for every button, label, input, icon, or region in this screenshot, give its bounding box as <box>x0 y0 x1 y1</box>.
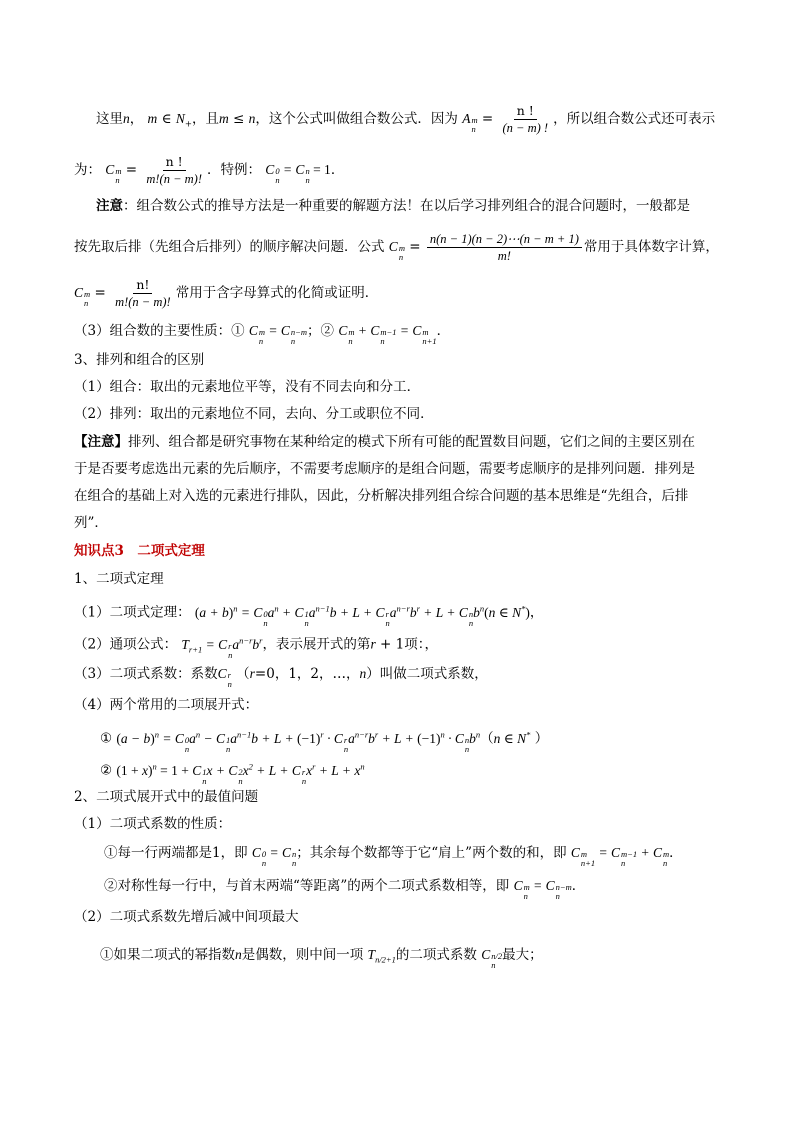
text-line: 在组合的基础上对入选的元素进行排队，因此，分析解决排列组合综合问题的基本思维是“先组合，后排 <box>74 488 689 504</box>
formula: A m n <box>462 111 478 134</box>
text-line: ②对称性每一行中，与首末两端“等距离”的两个二项式系数相等，即 C m n = C n−m n ． <box>104 878 586 901</box>
text-line: 这里n， m ∈ $N_+$，且m ≤ n，这个公式叫做组合数公式．因为 A m n = $\frac{n !}{(n - m) !}$ ，所以组合数公式还可表示 <box>96 103 716 135</box>
formula: m <box>147 111 158 126</box>
fraction: $\frac{n !}{(n - m) !}$ <box>502 103 549 135</box>
section-heading: 2、二项式展开式中的最值问题 <box>74 789 259 805</box>
text-line: 于是否要考虑选出元素的先后顺序，不需要考虑顺序的是组合问题，需要考虑顺序的是排列问题．排列是 <box>74 461 695 477</box>
text-line: （1）二项式系数的性质： <box>74 816 232 832</box>
text-line: （2）排列：取出的元素地位不同，去向、分工或职位不同． <box>74 406 434 422</box>
text-line: 注意：组合数公式的推导方法是一种重要的解题方法！在以后学习排列组合的混合问题时，一般都是 <box>96 198 690 214</box>
formula: C n/2 n <box>481 947 503 970</box>
text-line: （1）组合：取出的元素地位平等，没有不同去向和分工． <box>74 379 421 395</box>
text-line: （2）二项式系数先增后减中间项最大 <box>74 909 299 925</box>
formula: C m n <box>105 162 122 185</box>
fraction: $\frac{n(n - 1)(n - 2)\cdots(n - m + 1)}{m!}$ <box>427 231 582 264</box>
formula: C 0 n = C n n <box>251 845 297 868</box>
formula: C m n = C n−m n <box>248 323 308 346</box>
text-line: 【注意】排列、组合都是研究事物在某种给定的模式下所有可能的配置数目问题，它们之间的主要区别在 <box>74 434 695 450</box>
text-line: （2）通项公式： $T_{r+1} = C$ r n $a^{n-r}b^r$，表示展开式的第r + 1项：， <box>74 635 438 660</box>
formula: $T_{n/2+1}$ <box>367 947 396 965</box>
formula-line: ① $(a - b)^n = C$ 0 n $a^n - C$ 1 n $a^{n-1}b + L + (-1)^r \cdot C$ r n $a^{n-r}b^r + L + (-1)^n \cdot C$ n n $b^n(n$ ∈ N* ） <box>100 729 549 754</box>
formula: $(a + b)^n = C$ 0 n $a^n + C$ 1 n $a^{n-1}b + L + C$ r n $a^{n-r}b^r + L + C$ n n $b^n(n$ ∈ N*) <box>194 603 530 628</box>
text-line: C m n = $\frac{n!}{m!(n - m)!}$ 常用于含字母算式的化简或证明． <box>74 277 379 309</box>
text-line: （1）二项式定理： $(a + b)^n = C$ 0 n $a^n + C$ 1 n $a^{n-1}b + L + C$ r n $a^{n-r}b^r + L + C$ n n $b^n(n$ ∈ N*)， <box>74 603 544 628</box>
formula-line: ② $(1 + x)^n = 1 + C$ 1 n x + C 2 n $x^2 + L + C$ r n $x^r + L + x^n$ <box>100 761 365 786</box>
formula: m <box>219 111 229 126</box>
fraction: $\frac{n !}{m!(n - m)!}$ <box>146 154 202 186</box>
formula: C m n <box>74 285 91 308</box>
formula: C m n+1 = C m−1 n + C m n <box>570 845 670 868</box>
text-line: ①每一行两端都是1，即 C 0 n = C n n ；其余每个数都等于它“肩上”两个数的和，即 C m n+1 = C m−1 n + C m n ． <box>104 845 683 868</box>
knowledge-point-heading: 知识点3 二项式定理 <box>74 543 205 559</box>
text-line: ①如果二项式的幂指数n是偶数，则中间一项 $T_{n/2+1}$的二项式系数 C n/2 n 最大； <box>100 947 543 970</box>
text-line: 列”． <box>74 515 108 531</box>
fraction: $\frac{n!}{m!(n - m)!}$ <box>115 277 171 309</box>
formula: $(1 + x)^n = 1 + C$ 1 n x + C 2 n $x^2 + L + C$ r n $x^r + L + x^n$ <box>116 761 365 786</box>
text-line: （3）二项式系数：系数C r n （r=0，1，2，…，n）叫做二项式系数， <box>74 666 488 689</box>
formula: $(a - b)^n = C$ 0 n $a^n - C$ 1 n $a^{n-1}b + L + (-1)^r \cdot C$ r n $a^{n-r}b^r + L + (-1)^n \cdot C$ n n $b^n$ <box>116 729 481 754</box>
text-line: 为： C m n = $\frac{n !}{m!(n - m)!}$ ．特例： C 0 n = C n n = 1． <box>74 154 345 186</box>
formula: C m n + C m−1 n = C m n+1 <box>338 323 437 346</box>
formula: $T_{r+1} = C$ r n $a^{n-r}b^r$ <box>181 635 263 660</box>
formula: C 0 n = C n n = 1 <box>265 162 331 185</box>
text-line: （4）两个常用的二项展开式： <box>74 697 259 713</box>
formula: n <box>123 111 130 126</box>
text-line: 按先取后排（先组合后排列）的顺序解决问题．公式 C m n = $\frac{n(n - 1)(n - 2)\cdots(n - m + 1)}{m!}$ 常用于具体数字计算， <box>74 232 719 263</box>
text-line: （3）组合数的主要性质：① C m n = C n−m n ；② C m n + C m−1 n = C m n+1 ． <box>74 323 451 346</box>
formula: C m n = C n−m n <box>513 878 572 901</box>
formula: C m n <box>388 239 405 262</box>
section-heading: 3、排列和组合的区别 <box>74 352 205 368</box>
section-heading: 1、二项式定理 <box>74 571 164 587</box>
